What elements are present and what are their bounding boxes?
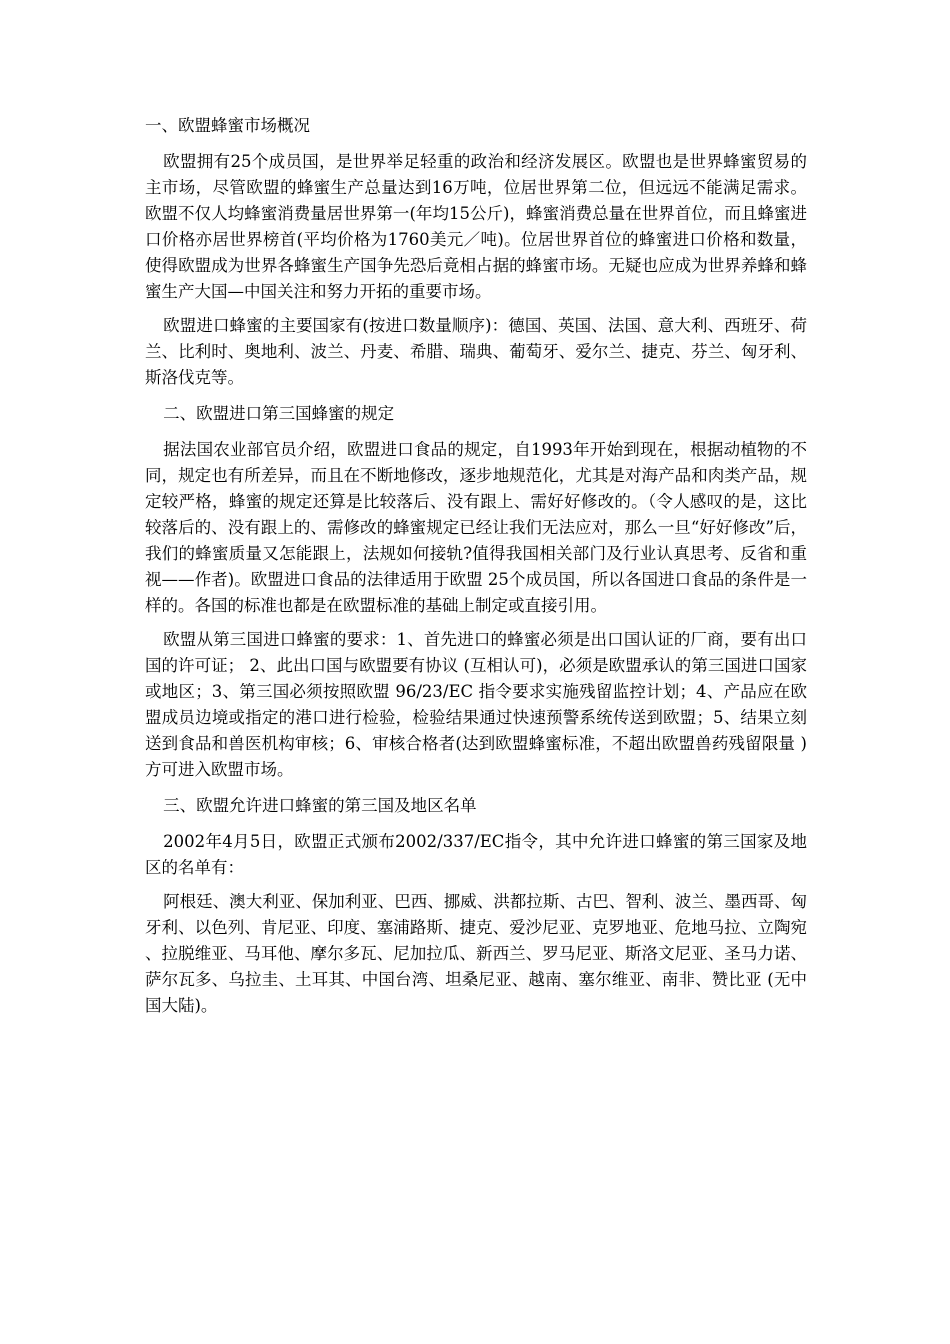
paragraph-approved-country-list: 阿根廷、澳大利亚、保加利亚、巴西、挪威、洪都拉斯、古巴、智利、波兰、墨西哥、匈牙利、以色列、肯尼亚、印度、塞浦路斯、捷克、爱沙尼亚、克罗地亚、危地马拉、立陶宛、拉脱维亚、马耳他、摩尔多瓦、尼加拉瓜、新西兰、罗马尼亚、斯洛文尼亚、圣马力诺、萨尔瓦多、乌拉圭、土耳其、中国台湾、坦桑尼亚、越南、塞尔维亚、南非、赞比亚 (无中国大陆)。: [145, 892, 807, 1015]
paragraph-main-importing-countries: 欧盟进口蜂蜜的主要国家有(按进口数量顺序)：德国、英国、法国、意大利、西班牙、荷兰、比利时、奥地利、波兰、丹麦、希腊、瑞典、葡萄牙、爱尔兰、捷克、芬兰、匈牙利、斯洛伐克等。: [145, 316, 807, 387]
section-heading-eu-honey-market-overview: 一、欧盟蜂蜜市场概况: [145, 116, 310, 135]
document-body: [145, 113, 807, 1019]
paragraph-eu-market-summary: 欧盟拥有25个成员国，是世界举足轻重的政治和经济发展区。欧盟也是世界蜂蜜贸易的主市场，尽管欧盟的蜂蜜生产总量达到16万吨，位居世界第二位，但远远不能满足需求。欧盟不仅人均蜂蜜消费量居世界第一(年均15公斤)，蜂蜜消费总量在世界首位，而且蜂蜜进口价格亦居世界榜首(平均价格为1760美元／吨)。位居世界首位的蜂蜜进口价格和数量，使得欧盟成为世界各蜂蜜生产国争先恐后竟相占据的蜂蜜市场。无疑也应成为世界养蜂和蜂蜜生产大国—中国关注和努力开拓的重要市场。: [145, 152, 807, 301]
paragraph-import-requirements: 欧盟从第三国进口蜂蜜的要求：1、首先进口的蜂蜜必须是出口国认证的厂商，要有出口国的许可证； 2、此出口国与欧盟要有协议 (互相认可)，必须是欧盟承认的第三国进口国家或地区；3、第三国必须按照欧盟 96/23/EC 指令要求实施残留监控计划；4、产品应在欧盟成员边境或指定的港口进行检验，检验结果通过快速预警系统传送到欧盟；5、结果立刻送到食品和兽医机构审核；6、审核合格者(达到欧盟蜂蜜标准，不超出欧盟兽药残留限量 )方可进入欧盟市场。: [145, 630, 807, 779]
section-heading-approved-third-countries: 三、欧盟允许进口蜂蜜的第三国及地区名单: [163, 796, 477, 815]
paragraph-directive-announcement: 2002年4月5日，欧盟正式颁布2002/337/EC指令，其中允许进口蜂蜜的第三国家及地区的名单有：: [145, 832, 807, 877]
section-heading-import-regulations: 二、欧盟进口第三国蜂蜜的规定: [163, 404, 395, 423]
paragraph-regulation-background: 据法国农业部官员介绍，欧盟进口食品的规定，自1993年开始到现在，根据动植物的不同，规定也有所差异，而且在不断地修改，逐步地规范化，尤其是对海产品和肉类产品，规定较严格，蜂蜜的规定还算是比较落后、没有跟上、需好好修改的。（令人感叹的是，这比较落后的、没有跟上的、需修改的蜂蜜规定已经让我们无法应对，那么一旦“好好修改”后，我们的蜂蜜质量又怎能跟上，法规如何接轨?值得我国相关部门及行业认真思考、反省和重视——作者)。欧盟进口食品的法律适用于欧盟 25个成员国，所以各国进口食品的条件是一样的。各国的标准也都是在欧盟标准的基础上制定或直接引用。: [145, 440, 807, 615]
